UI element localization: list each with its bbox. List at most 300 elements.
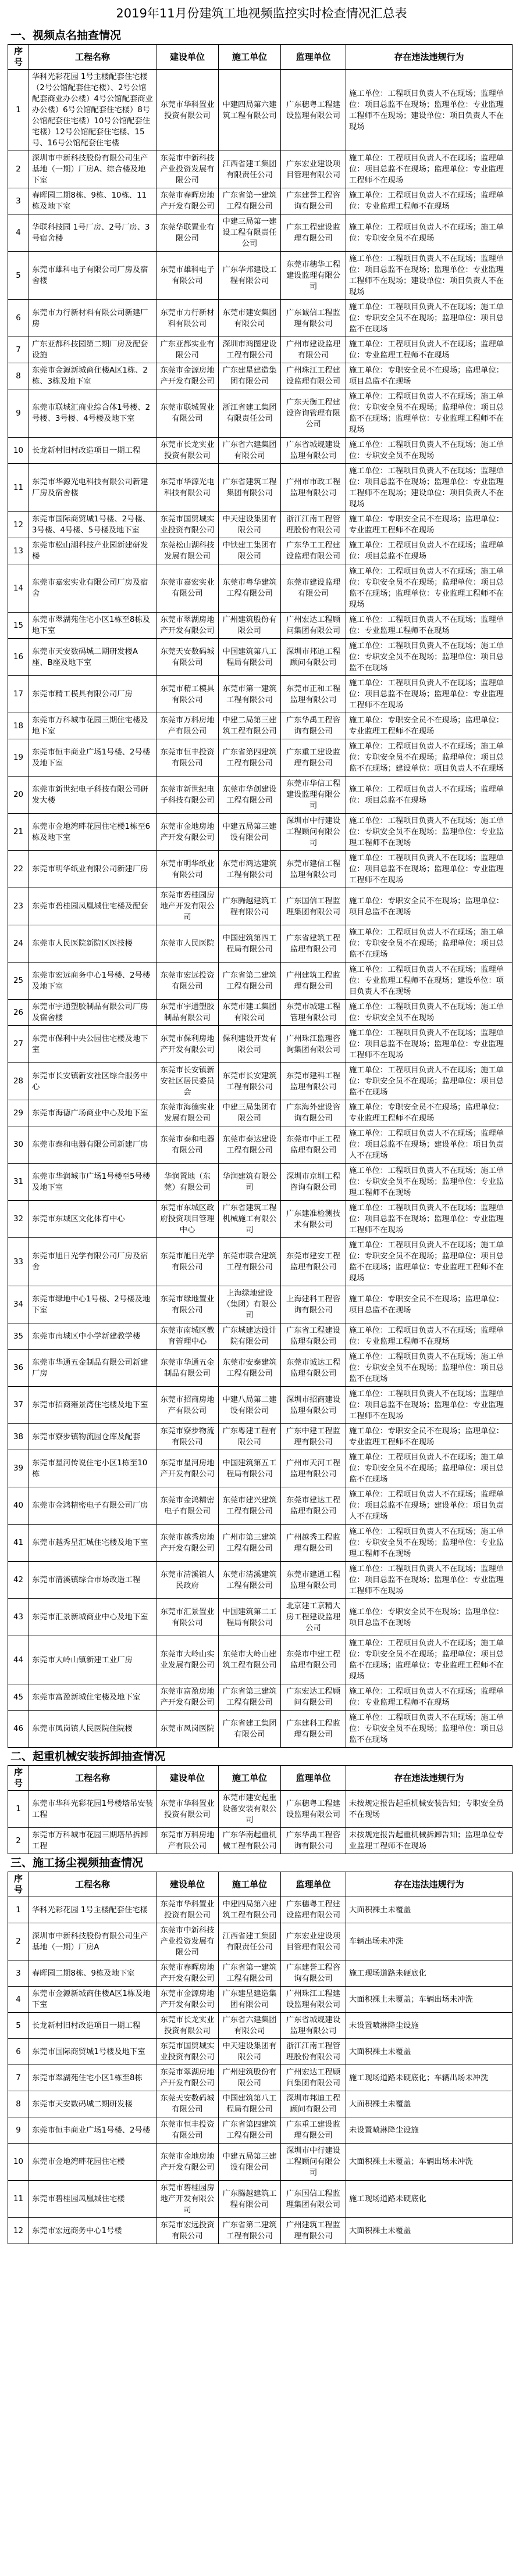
cell-supervisor: 广东重工建设监理有限公司 (281, 739, 346, 777)
cell-supervisor: 深圳市京圳工程咨询有限公司 (281, 1164, 346, 1201)
cell-builder: 东莞市中新科技产业投资发展有限公司 (156, 1923, 219, 1960)
cell-no: 35 (8, 1323, 29, 1350)
cell-no: 7 (8, 337, 29, 363)
cell-project: 东莞市大岭山镇新建工业厂房 (29, 1636, 156, 1684)
cell-project: 东莞市国际商贸城1号楼、2号楼、3号楼、4号楼、5号楼及地下室 (29, 512, 156, 538)
cell-issue: 大面积裸土未覆盖 (346, 2039, 513, 2065)
cell-issue: 施工单位：工程项目负责人不在现场；施工单位：专职安全员不在现场；监理单位：专业监理工程师不在现场 (346, 1164, 513, 1201)
cell-issue: 施工单位：工程项目负责人不在现场；施工单位：专职安全员不在现场；监理单位：项目总监不在现场 (346, 639, 513, 676)
cell-builder: 东莞市碧桂园房地产开发有限公司 (156, 888, 219, 925)
cell-contractor: 广东省第二建筑工程有限公司 (219, 2218, 281, 2244)
cell-no: 41 (8, 1525, 29, 1562)
cell-builder: 东莞市东城区政府投资项目管理中心 (156, 1201, 219, 1238)
cell-contractor: 广东省第一建筑工程有限公司 (219, 1960, 281, 1987)
cell-builder: 东莞市华科置业投资有限公司 (156, 70, 219, 151)
cell-contractor: 上海绿地建设（集团）有限公司 (219, 1286, 281, 1323)
cell-builder: 东莞市金源房地产开发有限公司 (156, 1987, 219, 2013)
cell-issue: 大面积裸土未覆盖；车辆出场未冲洗 (346, 2144, 513, 2181)
cell-issue: 施工单位：工程项目负责人不在现场；监理单位：项目总监不在现场；建设单位：项目负责人不在现场 (346, 1487, 513, 1525)
cell-project: 东莞市精工模具有限公司厂房 (29, 676, 156, 713)
cell-builder: 东莞市力行新材料有限公司 (156, 300, 219, 337)
cell-contractor: 江西省建工集团有限责任公司 (219, 151, 281, 188)
table-row (8, 1323, 513, 1350)
cell-project: 东莞市清溪镇综合市场改造工程 (29, 1562, 156, 1599)
cell-supervisor: 广州宏达工程顾问集团有限公司 (281, 613, 346, 639)
cell-issue: 施工单位：工程项目负责人不在现场；监理单位：专业监理工程师不在现场 (346, 613, 513, 639)
cell-contractor: 深圳市鸿图建设工程有限公司 (219, 337, 281, 363)
cell-supervisor: 广东建准检测技术有限公司 (281, 1201, 346, 1238)
cell-project: 东莞市保利中央公园住宅楼及地下室 (29, 1026, 156, 1063)
cell-contractor: 东莞市华创建设工程有限公司 (219, 777, 281, 814)
cell-contractor: 东莞市清溪建筑工程有限公司 (219, 1562, 281, 1599)
cell-builder: 东莞市万科房地产有限公司 (156, 1828, 219, 1854)
cell-issue: 施工单位：工程项目负责人不在现场；监理单位：专业监理工程师不在现场 (346, 337, 513, 363)
cell-builder: 东莞市大岭山实业发展有限公司 (156, 1636, 219, 1684)
cell-issue: 施工单位：工程项目负责人不在现场；监理单位：项目总监不在现场；监理单位：专业监理工程师不在现场 (346, 1562, 513, 1599)
cell-builder: 东莞市新世纪电子科技有限公司 (156, 777, 219, 814)
cell-project: 东莞市华通五金制品有限公司新建厂房 (29, 1350, 156, 1387)
cell-no: 5 (8, 2013, 29, 2039)
cell-contractor: 广东建星建造集团有限公司 (219, 363, 281, 389)
cell-supervisor: 东莞市诚达工程监理有限公司 (281, 1350, 346, 1387)
cell-project: 华科光彩花园 1号主楼配套住宅楼（2号公馆配套住宅楼）、2号公馆配套商业办公楼）4号公馆配套商业办公楼）6号公馆配套住宅楼）8号公馆配套住宅楼）10号公馆配套住宅楼）12号公馆配套住宅楼、15号、16号公馆配套住宅楼 (29, 70, 156, 151)
cell-no: 2 (8, 1828, 29, 1854)
cell-builder: 东莞市宇通塑胶制品有限公司 (156, 1000, 219, 1026)
cell-supervisor: 广州建筑工程监理有限公司 (281, 963, 346, 1000)
cell-supervisor: 上海建科工程咨询有限公司 (281, 1286, 346, 1323)
cell-no: 4 (8, 1987, 29, 2013)
cell-no: 34 (8, 1286, 29, 1323)
header-project: 工程名称 (29, 1872, 156, 1897)
cell-issue: 施工单位：工程项目负责人不在现场；监理单位：项目总监不在现场；监理单位：专业监理工程师不在现场；建设单位：项目负责人不在现场 (346, 464, 513, 512)
cell-contractor: 中建二局第三建筑工程有限公司 (219, 713, 281, 739)
cell-issue: 施工单位：专职安全员不在现场；监理单位：项目总监不在现场 (346, 1599, 513, 1636)
table-row (8, 2181, 513, 2218)
table-row (8, 2091, 513, 2117)
cell-project: 东莞市金地湾畔花园住宅楼1栋至6栋及地下室 (29, 814, 156, 851)
cell-no: 8 (8, 363, 29, 389)
cell-project: 东莞市宏远商务中心1号楼 (29, 2218, 156, 2244)
cell-issue: 施工单位：工程项目负责人不在现场；施工单位：专职安全员不在现场；监理单位：项目总监不在现场；建设单位：项目负责人不在现场 (346, 739, 513, 777)
cell-project: 东莞市联城汇商业综合体1号楼、2号楼、3号楼、4号楼及地下室 (29, 389, 156, 438)
cell-no: 22 (8, 851, 29, 888)
cell-project: 东莞市天安数码城二期研发楼 (29, 2091, 156, 2117)
cell-no: 27 (8, 1026, 29, 1063)
cell-no: 1 (8, 1897, 29, 1923)
cell-issue: 施工单位：工程项目负责人不在现场；监理单位：专业监理工程师不在现场 (346, 188, 513, 214)
table-row (8, 1238, 513, 1286)
cell-contractor: 中建三局第一建设工程有限责任公司 (219, 214, 281, 252)
cell-issue: 施工单位：专职安全员不在现场；监理单位：专业监理工程师不在现场 (346, 713, 513, 739)
cell-contractor: 中国建筑第四工程局有限公司 (219, 925, 281, 963)
cell-supervisor: 东莞市中建工程监理有限公司 (281, 1636, 346, 1684)
cell-issue: 施工单位：专职安全员不在现场；监理单位：项目总监不在现场 (346, 363, 513, 389)
cell-project: 长龙新村旧村改造项目一期工程 (29, 438, 156, 464)
cell-issue: 施工单位：工程项目负责人不在现场；施工单位：专职安全员不在现场；监理单位：项目总监不在现场；监理单位：专业监理工程师不在现场 (346, 1636, 513, 1684)
cell-project: 东莞市国际商贸城1号楼及地下室 (29, 2039, 156, 2065)
cell-supervisor: 北京建工京精大房工程建设监理公司 (281, 1599, 346, 1636)
cell-builder: 广东亚都实业有限公司 (156, 337, 219, 363)
header-builder: 建设单位 (156, 1766, 219, 1791)
cell-no: 10 (8, 438, 29, 464)
cell-contractor: 中建五局第三建设有限公司 (219, 814, 281, 851)
table-row (8, 214, 513, 252)
table-row (8, 777, 513, 814)
cell-contractor: 中建八局第二建设有限公司 (219, 1387, 281, 1424)
table-row (8, 151, 513, 188)
cell-project: 东莞市长安镇新安社区综合服务中心 (29, 1063, 156, 1100)
cell-project: 东莞市松山湖科技产业园新建研发楼 (29, 538, 156, 564)
cell-project: 东莞市万科城市花园三期塔吊拆卸工程 (29, 1828, 156, 1854)
cell-no: 44 (8, 1636, 29, 1684)
cell-contractor: 广东省第一建筑工程有限公司 (219, 188, 281, 214)
cell-issue: 施工现场道路未硬底化 (346, 1960, 513, 1987)
cell-issue: 施工现场道路未硬底化；车辆出场未冲洗 (346, 2065, 513, 2091)
table-row (8, 1897, 513, 1923)
header-project: 工程名称 (29, 1766, 156, 1791)
cell-project: 广东亚都科技园第二期厂房及配套设施 (29, 337, 156, 363)
cell-project: 东莞市旭日光学有限公司厂房及宿舍 (29, 1238, 156, 1286)
cell-supervisor: 广东建科工程监理有限公司 (281, 1711, 346, 1748)
cell-builder: 东莞市金鸿精密电子有限公司 (156, 1487, 219, 1525)
table-row (8, 713, 513, 739)
cell-builder: 东莞市宏远投资有限公司 (156, 2218, 219, 2244)
cell-project: 东莞市华科光彩花园1号楼塔吊安装工程 (29, 1791, 156, 1828)
cell-supervisor: 东莞市建达工程监理有限公司 (281, 1487, 346, 1525)
cell-no: 28 (8, 1063, 29, 1100)
cell-issue: 大面积裸土未覆盖 (346, 1897, 513, 1923)
cell-project: 东莞市翠湖苑住宅小区1栋至8栋及地下室 (29, 613, 156, 639)
table-row (8, 1828, 513, 1854)
cell-builder: 东莞市招商房地产有限公司 (156, 1387, 219, 1424)
cell-no: 4 (8, 214, 29, 252)
cell-issue: 施工单位：工程项目负责人不在现场；施工单位：专职安全员不在现场；监理单位：专业监理工程师不在现场 (346, 1525, 513, 1562)
cell-builder: 东莞市华科置业投资有限公司 (156, 1897, 219, 1923)
cell-builder: 东莞市凤岗医院 (156, 1711, 219, 1748)
cell-issue: 施工单位：工程项目负责人不在现场；监理单位：项目总监不在现场；建设单位：项目负责人不在现场 (346, 1126, 513, 1164)
cell-supervisor: 广州建筑工程监理有限公司 (281, 2218, 346, 2244)
cell-project: 东莞市万科城市花园三期住宅楼及地下室 (29, 713, 156, 739)
cell-contractor: 东莞市联合建筑工程有限公司 (219, 1238, 281, 1286)
table-body (8, 1791, 513, 1854)
cell-builder: 东莞市春晖房地产开发有限公司 (156, 1960, 219, 1987)
cell-builder: 东莞华联置业有限公司 (156, 214, 219, 252)
cell-no: 26 (8, 1000, 29, 1026)
cell-supervisor: 广州珠江工程建设监理有限公司 (281, 1987, 346, 2013)
cell-no: 23 (8, 888, 29, 925)
cell-builder: 东莞市南城区教育管理中心 (156, 1323, 219, 1350)
table-row (8, 512, 513, 538)
cell-contractor: 中天建设集团有限公司 (219, 2039, 281, 2065)
cell-builder: 东莞市海德实业发展有限公司 (156, 1100, 219, 1126)
cell-no: 24 (8, 925, 29, 963)
cell-builder: 东莞市华通五金制品有限公司 (156, 1350, 219, 1387)
cell-issue: 施工单位：工程项目负责人不在现场；监理单位：项目总监不在现场；监理单位：专业监理工程师不在现场 (346, 151, 513, 188)
cell-builder: 东莞市旭日光学有限公司 (156, 1238, 219, 1286)
cell-builder: 东莞市长龙实业投资有限公司 (156, 438, 219, 464)
cell-contractor: 广东省建筑工程机械施工有限公司 (219, 1201, 281, 1238)
header-contractor: 施工单位 (219, 1766, 281, 1791)
cell-contractor: 东莞市建安集团有限公司 (219, 300, 281, 337)
table-row (8, 188, 513, 214)
table-row (8, 363, 513, 389)
cell-issue: 施工单位：工程项目负责人不在现场；监理单位：项目总监不在现场；监理单位：专业监理工程师不在现场；建设单位：项目负责人不在现场 (346, 70, 513, 151)
cell-builder: 东莞市恒丰投资有限公司 (156, 2117, 219, 2144)
cell-project: 长龙新村旧村改造项目一期工程 (29, 2013, 156, 2039)
table-row (8, 1164, 513, 1201)
cell-issue: 施工单位：专职安全员不在现场；监理单位：项目总监不在现场 (346, 888, 513, 925)
cell-no: 20 (8, 777, 29, 814)
cell-contractor: 东莞市鸿达建筑工程有限公司 (219, 851, 281, 888)
cell-project: 东莞市金鸿精密电子有限公司厂房 (29, 1487, 156, 1525)
cell-no: 33 (8, 1238, 29, 1286)
cell-contractor: 东莞市长安建筑工程有限公司 (219, 1063, 281, 1100)
cell-supervisor: 广东宏业建设项目管理有限公司 (281, 151, 346, 188)
table-row (8, 2065, 513, 2091)
cell-project: 东莞市碧桂园凤凰城住宅楼及配套 (29, 888, 156, 925)
cell-supervisor: 广东省建筑工程监理有限公司 (281, 925, 346, 963)
cell-no: 36 (8, 1350, 29, 1387)
cell-no: 5 (8, 252, 29, 300)
cell-project: 东莞市招商雍景湾住宅楼及地下室 (29, 1387, 156, 1424)
cell-contractor: 东莞市第一建筑工程有限公司 (219, 676, 281, 713)
cell-no: 31 (8, 1164, 29, 1201)
cell-builder: 东莞市泰和电器有限公司 (156, 1126, 219, 1164)
table-row (8, 1286, 513, 1323)
table-row (8, 1350, 513, 1387)
cell-issue: 施工单位：工程项目负责人不在现场；施工单位：专职安全员不在现场；监理单位：项目总监不在现场 (346, 1063, 513, 1100)
cell-project: 华科光彩花园 1号主楼配套住宅楼 (29, 1897, 156, 1923)
cell-no: 12 (8, 512, 29, 538)
cell-project: 东莞市新世纪电子科技有限公司研发大楼 (29, 777, 156, 814)
cell-contractor: 广东省六建集团有限公司 (219, 2013, 281, 2039)
cell-no: 25 (8, 963, 29, 1000)
cell-issue: 施工单位：工程项目负责人不在现场；施工单位：专职安全员不在现场；监理单位：项目总监不在现场 (346, 300, 513, 337)
table-row (8, 1000, 513, 1026)
cell-no: 32 (8, 1201, 29, 1238)
cell-issue: 施工单位：工程项目负责人不在现场；施工单位：专职安全员不在现场；监理单位：项目总监不在现场 (346, 1711, 513, 1748)
table-row (8, 1063, 513, 1100)
cell-no: 42 (8, 1562, 29, 1599)
cell-issue: 未设置喷淋降尘设施 (346, 2117, 513, 2144)
header-contractor: 施工单位 (219, 45, 281, 70)
cell-supervisor: 广东省工程建设监理有限公司 (281, 1323, 346, 1350)
cell-no: 13 (8, 538, 29, 564)
cell-issue: 车辆出场未冲洗 (346, 1923, 513, 1960)
cell-project: 东莞市宏远商务中心1号楼、2号楼及地下室 (29, 963, 156, 1000)
cell-no: 3 (8, 1960, 29, 1987)
cell-supervisor: 东莞市穗华工程建设监理有限公司 (281, 252, 346, 300)
cell-builder: 东莞市国贸城实业投资有限公司 (156, 512, 219, 538)
table-row (8, 564, 513, 613)
cell-supervisor: 东莞市建通工程监理有限公司 (281, 1562, 346, 1599)
section-heading: 二、起重机械安装拆卸抽查情况 (10, 1750, 166, 1763)
cell-supervisor: 广东华禹工程咨询有限公司 (281, 713, 346, 739)
cell-supervisor: 广东天衡工程建设咨询管理有限公司 (281, 389, 346, 438)
cell-builder: 东莞市华源光电科技有限公司 (156, 464, 219, 512)
table-body (8, 1897, 513, 2244)
cell-project: 华联科技园 1号厂房、2号厂房、3号宿舍楼 (29, 214, 156, 252)
cell-no: 29 (8, 1100, 29, 1126)
table-row (8, 1987, 513, 2013)
cell-supervisor: 深圳市招商建设监理有限公司 (281, 1387, 346, 1424)
cell-project: 东莞市越秀星汇城住宅楼及地下室 (29, 1525, 156, 1562)
cell-builder: 东莞市金源房地产开发有限公司 (156, 363, 219, 389)
cell-supervisor: 广州越秀工程监理有限公司 (281, 1525, 346, 1562)
table-row (8, 1960, 513, 1987)
cell-contractor: 广东腾越建筑工程有限公司 (219, 2181, 281, 2218)
cell-issue: 未设置喷淋降尘设施 (346, 2013, 513, 2039)
cell-no: 1 (8, 70, 29, 151)
cell-issue: 施工单位：工程项目负责人不在现场；施工单位：专职安全员不在现场；监理单位：专业监理工程师不在现场 (346, 814, 513, 851)
cell-issue: 施工单位：工程项目负责人不在现场；监理单位：专业监理工程师不在现场 (346, 1323, 513, 1350)
cell-issue: 施工单位：工程项目负责人不在现场；监理单位：项目总监不在现场；监理单位：专业监理工程师不在现场 (346, 1387, 513, 1424)
cell-supervisor: 东莞市建设监理有限公司 (281, 564, 346, 613)
cell-supervisor: 广东建誉工程咨询有限公司 (281, 1960, 346, 1987)
cell-builder: 东莞市翠湖房地产开发有限公司 (156, 613, 219, 639)
cell-issue: 施工单位：专职安全员不在现场；监理单位：项目总监不在现场 (346, 1286, 513, 1323)
table-row (8, 337, 513, 363)
table-row (8, 739, 513, 777)
cell-issue: 施工单位：工程项目负责人不在现场；施工单位：专职安全员不在现场 (346, 1000, 513, 1026)
cell-project: 东莞市嘉宏实业有限公司厂房及宿舍 (29, 564, 156, 613)
cell-contractor: 广东省第二建筑工程有限公司 (219, 963, 281, 1000)
cell-supervisor: 东莞市建安工程监理有限公司 (281, 1238, 346, 1286)
table-row (8, 963, 513, 1000)
cell-project: 春晖园二期8栋、9栋及地下室 (29, 1960, 156, 1987)
cell-issue: 施工现场道路未硬底化 (346, 2181, 513, 2218)
cell-project: 东莞市富盈新城住宅楼及地下室 (29, 1684, 156, 1711)
table-row (8, 1711, 513, 1748)
cell-supervisor: 广东宏达工程顾问有限公司 (281, 1684, 346, 1711)
cell-project: 东莞市天安数码城二期研发楼A座、B座及地下室 (29, 639, 156, 676)
cell-supervisor: 广东重工建设监理有限公司 (281, 2117, 346, 2144)
table-row (8, 1599, 513, 1636)
cell-supervisor: 广东省城规建设监理有限公司 (281, 2013, 346, 2039)
cell-project: 东莞市泰和电器有限公司新建厂房 (29, 1126, 156, 1164)
cell-project: 东莞市绿地中心1号楼、2号楼及地下室 (29, 1286, 156, 1323)
cell-no: 7 (8, 2065, 29, 2091)
table-row (8, 1487, 513, 1525)
cell-supervisor: 东莞市建科工程监理有限公司 (281, 1063, 346, 1100)
cell-no: 1 (8, 1791, 29, 1828)
cell-builder: 东莞市联城置业有限公司 (156, 389, 219, 438)
cell-supervisor: 广东国信工程监理集团有限公司 (281, 2181, 346, 2218)
cell-contractor: 广东省第四建筑工程有限公司 (219, 739, 281, 777)
table-row (8, 1100, 513, 1126)
cell-supervisor: 深圳市中行建设工程顾问有限公司 (281, 2144, 346, 2181)
cell-project: 东莞市雄科电子有限公司厂房及宿舍楼 (29, 252, 156, 300)
cell-issue: 施工单位：工程项目负责人不在现场；施工单位：专职安全员不在现场；监理单位：项目总监不在现场 (346, 925, 513, 963)
cell-project: 东莞市星河传说住宅小区1栋至10栋 (29, 1450, 156, 1487)
table-row (8, 1923, 513, 1960)
cell-supervisor: 东莞市中正工程监理有限公司 (281, 1126, 346, 1164)
header-issue: 存在违法违规行为 (346, 45, 513, 70)
cell-issue: 施工单位：工程项目负责人不在现场；施工单位：专职安全员不在现场；监理单位：项目总监不在现场 (346, 1450, 513, 1487)
header-no: 序号 (8, 45, 29, 70)
header-builder: 建设单位 (156, 1872, 219, 1897)
cell-no: 17 (8, 676, 29, 713)
table-row (8, 1387, 513, 1424)
cell-contractor: 中国建筑第二工程局有限公司 (219, 1599, 281, 1636)
cell-no: 12 (8, 2218, 29, 2244)
cell-no: 46 (8, 1711, 29, 1748)
cell-contractor: 中天建设集团有限公司 (219, 512, 281, 538)
cell-supervisor: 广东宏业建设项目管理有限公司 (281, 1923, 346, 1960)
cell-contractor: 广州市第三建筑工程有限公司 (219, 1525, 281, 1562)
cell-contractor: 广东腾越建筑工程有限公司 (219, 888, 281, 925)
cell-project: 东莞市翠湖苑住宅小区1栋至8栋 (29, 2065, 156, 2091)
cell-supervisor: 浙江江南工程管理股份有限公司 (281, 2039, 346, 2065)
cell-no: 6 (8, 300, 29, 337)
cell-contractor: 中建四局第六建筑工程有限公司 (219, 70, 281, 151)
cell-contractor: 中国建筑第五工程局有限公司 (219, 1450, 281, 1487)
header-supervisor: 监理单位 (281, 1872, 346, 1897)
table-row (8, 1791, 513, 1828)
cell-builder: 东莞市寮步物流有限公司 (156, 1424, 219, 1450)
cell-no: 40 (8, 1487, 29, 1525)
cell-contractor: 东莞市泰达建设工程有限公司 (219, 1126, 281, 1164)
table-row (8, 814, 513, 851)
cell-contractor: 东莞市大岭山建筑工程有限公司 (219, 1636, 281, 1684)
cell-contractor: 中建四局第六建筑工程有限公司 (219, 1897, 281, 1923)
cell-project: 东莞市华润城市广场1号楼至5号楼及地下室 (29, 1164, 156, 1201)
cell-contractor: 浙江省建工集团有限责任公司 (219, 389, 281, 438)
cell-issue: 施工单位：工程项目负责人不在现场；监理单位：专业监理工程师不在现场；建设单位：项目负责人不在现场 (346, 963, 513, 1000)
cell-contractor: 广东省建筑工程集团有限公司 (219, 464, 281, 512)
cell-issue: 大面积裸土未覆盖；车辆出场未冲洗 (346, 1987, 513, 2013)
cell-no: 39 (8, 1450, 29, 1487)
cell-contractor: 广东省第三建筑工程有限公司 (219, 1684, 281, 1711)
cell-builder: 东莞市星河房地产开发有限公司 (156, 1450, 219, 1487)
cell-issue: 未按规定报告起重机械拆卸告知；监理单位专业监理工程师不在现场 (346, 1828, 513, 1854)
cell-contractor: 广州建筑股份有限公司 (219, 2065, 281, 2091)
cell-issue: 施工单位：工程项目负责人不在现场；监理单位：专业监理工程师不在现场 (346, 1684, 513, 1711)
cell-project: 东莞市寮步镇物流园仓库及配套 (29, 1424, 156, 1450)
cell-builder: 东莞市春晖房地产开发有限公司 (156, 188, 219, 214)
cell-project: 东莞市金源新城商住楼A区1栋及地下室 (29, 1987, 156, 2013)
cell-issue: 未按规定报告起重机械安装告知；专职安全员不在现场 (346, 1791, 513, 1828)
table-row (8, 1525, 513, 1562)
table-header-row (8, 1872, 513, 1897)
table-row (8, 888, 513, 925)
cell-builder: 东莞市明华纸业有限公司 (156, 851, 219, 888)
cell-contractor: 广东粤建工程有限公司 (219, 1424, 281, 1450)
header-builder: 建设单位 (156, 45, 219, 70)
table-row (8, 300, 513, 337)
cell-supervisor: 广东中建工程监理有限公司 (281, 1424, 346, 1450)
cell-no: 38 (8, 1424, 29, 1450)
cell-no: 10 (8, 2144, 29, 2181)
cell-no: 9 (8, 2117, 29, 2144)
cell-issue: 施工单位：工程项目负责人不在现场；施工单位：专职安全员不在现场；监理单位：项目总监不在现场；监理单位：专业监理工程师不在现场 (346, 389, 513, 438)
cell-no: 30 (8, 1126, 29, 1164)
cell-project: 东莞市恒丰商业广场1号楼、2号楼及地下室 (29, 739, 156, 777)
cell-builder: 东莞市清溪镇人民政府 (156, 1562, 219, 1599)
cell-issue: 大面积裸土未覆盖 (346, 2218, 513, 2244)
table-row (8, 252, 513, 300)
table-row (8, 2039, 513, 2065)
section-2 (0, 1748, 523, 1854)
table-header-row (8, 1766, 513, 1791)
cell-builder: 东莞市金地房地产开发有限公司 (156, 2144, 219, 2181)
table-row (8, 925, 513, 963)
cell-builder: 东莞市嘉宏实业有限公司 (156, 564, 219, 613)
cell-builder: 东莞市华科置业投资有限公司 (156, 1791, 219, 1828)
cell-issue: 施工单位：工程项目负责人不在现场；监理单位：项目总监不在现场 (346, 538, 513, 564)
dust-table (8, 1872, 513, 2244)
cell-no: 6 (8, 2039, 29, 2065)
